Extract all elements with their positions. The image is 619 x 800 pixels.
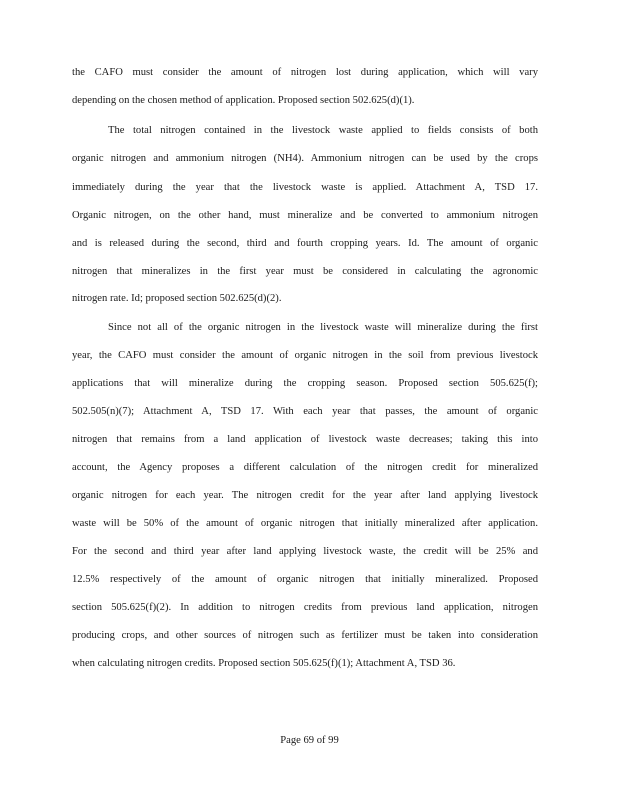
paragraph-2-line-1: The total nitrogen contained in the livestock waste applied to fields consists of both: [108, 125, 538, 136]
paragraph-2-line-4: Organic nitrogen, on the other hand, must mineralize and be converted to ammonium nitrogen: [72, 210, 538, 221]
paragraph-3-line-3: applications that will mineralize during the cropping season. Proposed section 505.625(f);: [72, 378, 538, 389]
paragraph-3-line-12: producing crops, and other sources of nitrogen such as fertilizer must be taken into consideration: [72, 630, 538, 641]
paragraph-2-line-2: organic nitrogen and ammonium nitrogen (NH4). Ammonium nitrogen can be used by the crops: [72, 153, 538, 164]
paragraph-3-line-11: section 505.625(f)(2). In addition to nitrogen credits from previous land application, nitrogen: [72, 602, 538, 613]
paragraph-2-line-5: and is released during the second, third and fourth cropping years. Id. The amount of organic: [72, 238, 538, 249]
paragraph-3-line-6: account, the Agency proposes a different calculation of the nitrogen credit for mineralized: [72, 462, 538, 473]
paragraph-1-line-1: the CAFO must consider the amount of nitrogen lost during application, which will vary: [72, 67, 538, 78]
paragraph-3-line-4: 502.505(n)(7); Attachment A, TSD 17. With each year that passes, the amount of organic: [72, 406, 538, 417]
paragraph-2-line-6: nitrogen that mineralizes in the first year must be considered in calculating the agronomic: [72, 266, 538, 277]
paragraph-3-line-8: waste will be 50% of the amount of organic nitrogen that initially mineralized after application.: [72, 518, 538, 529]
paragraph-2-line-7: nitrogen rate. Id; proposed section 502.625(d)(2).: [72, 293, 282, 304]
paragraph-3-line-10: 12.5% respectively of the amount of organic nitrogen that initially mineralized. Proposed: [72, 574, 538, 585]
paragraph-3-line-7: organic nitrogen for each year. The nitrogen credit for the year after land applying livestock: [72, 490, 538, 501]
paragraph-3-line-9: For the second and third year after land applying livestock waste, the credit will be 25% and: [72, 546, 538, 557]
paragraph-3-line-5: nitrogen that remains from a land application of livestock waste decreases; taking this into: [72, 434, 538, 445]
paragraph-1-line-2: depending on the chosen method of application. Proposed section 502.625(d)(1).: [72, 95, 415, 106]
paragraph-3-line-1: Since not all of the organic nitrogen in the livestock waste will mineralize during the first: [108, 322, 538, 333]
paragraph-3-line-13: when calculating nitrogen credits. Proposed section 505.625(f)(1); Attachment A, TSD 36.: [72, 658, 456, 669]
paragraph-3-line-2: year, the CAFO must consider the amount of organic nitrogen in the soil from previous livestock: [72, 350, 538, 361]
page-number: Page 69 of 99: [280, 735, 339, 746]
paragraph-2-line-3: immediately during the year that the livestock waste is applied. Attachment A, TSD 17.: [72, 182, 538, 193]
